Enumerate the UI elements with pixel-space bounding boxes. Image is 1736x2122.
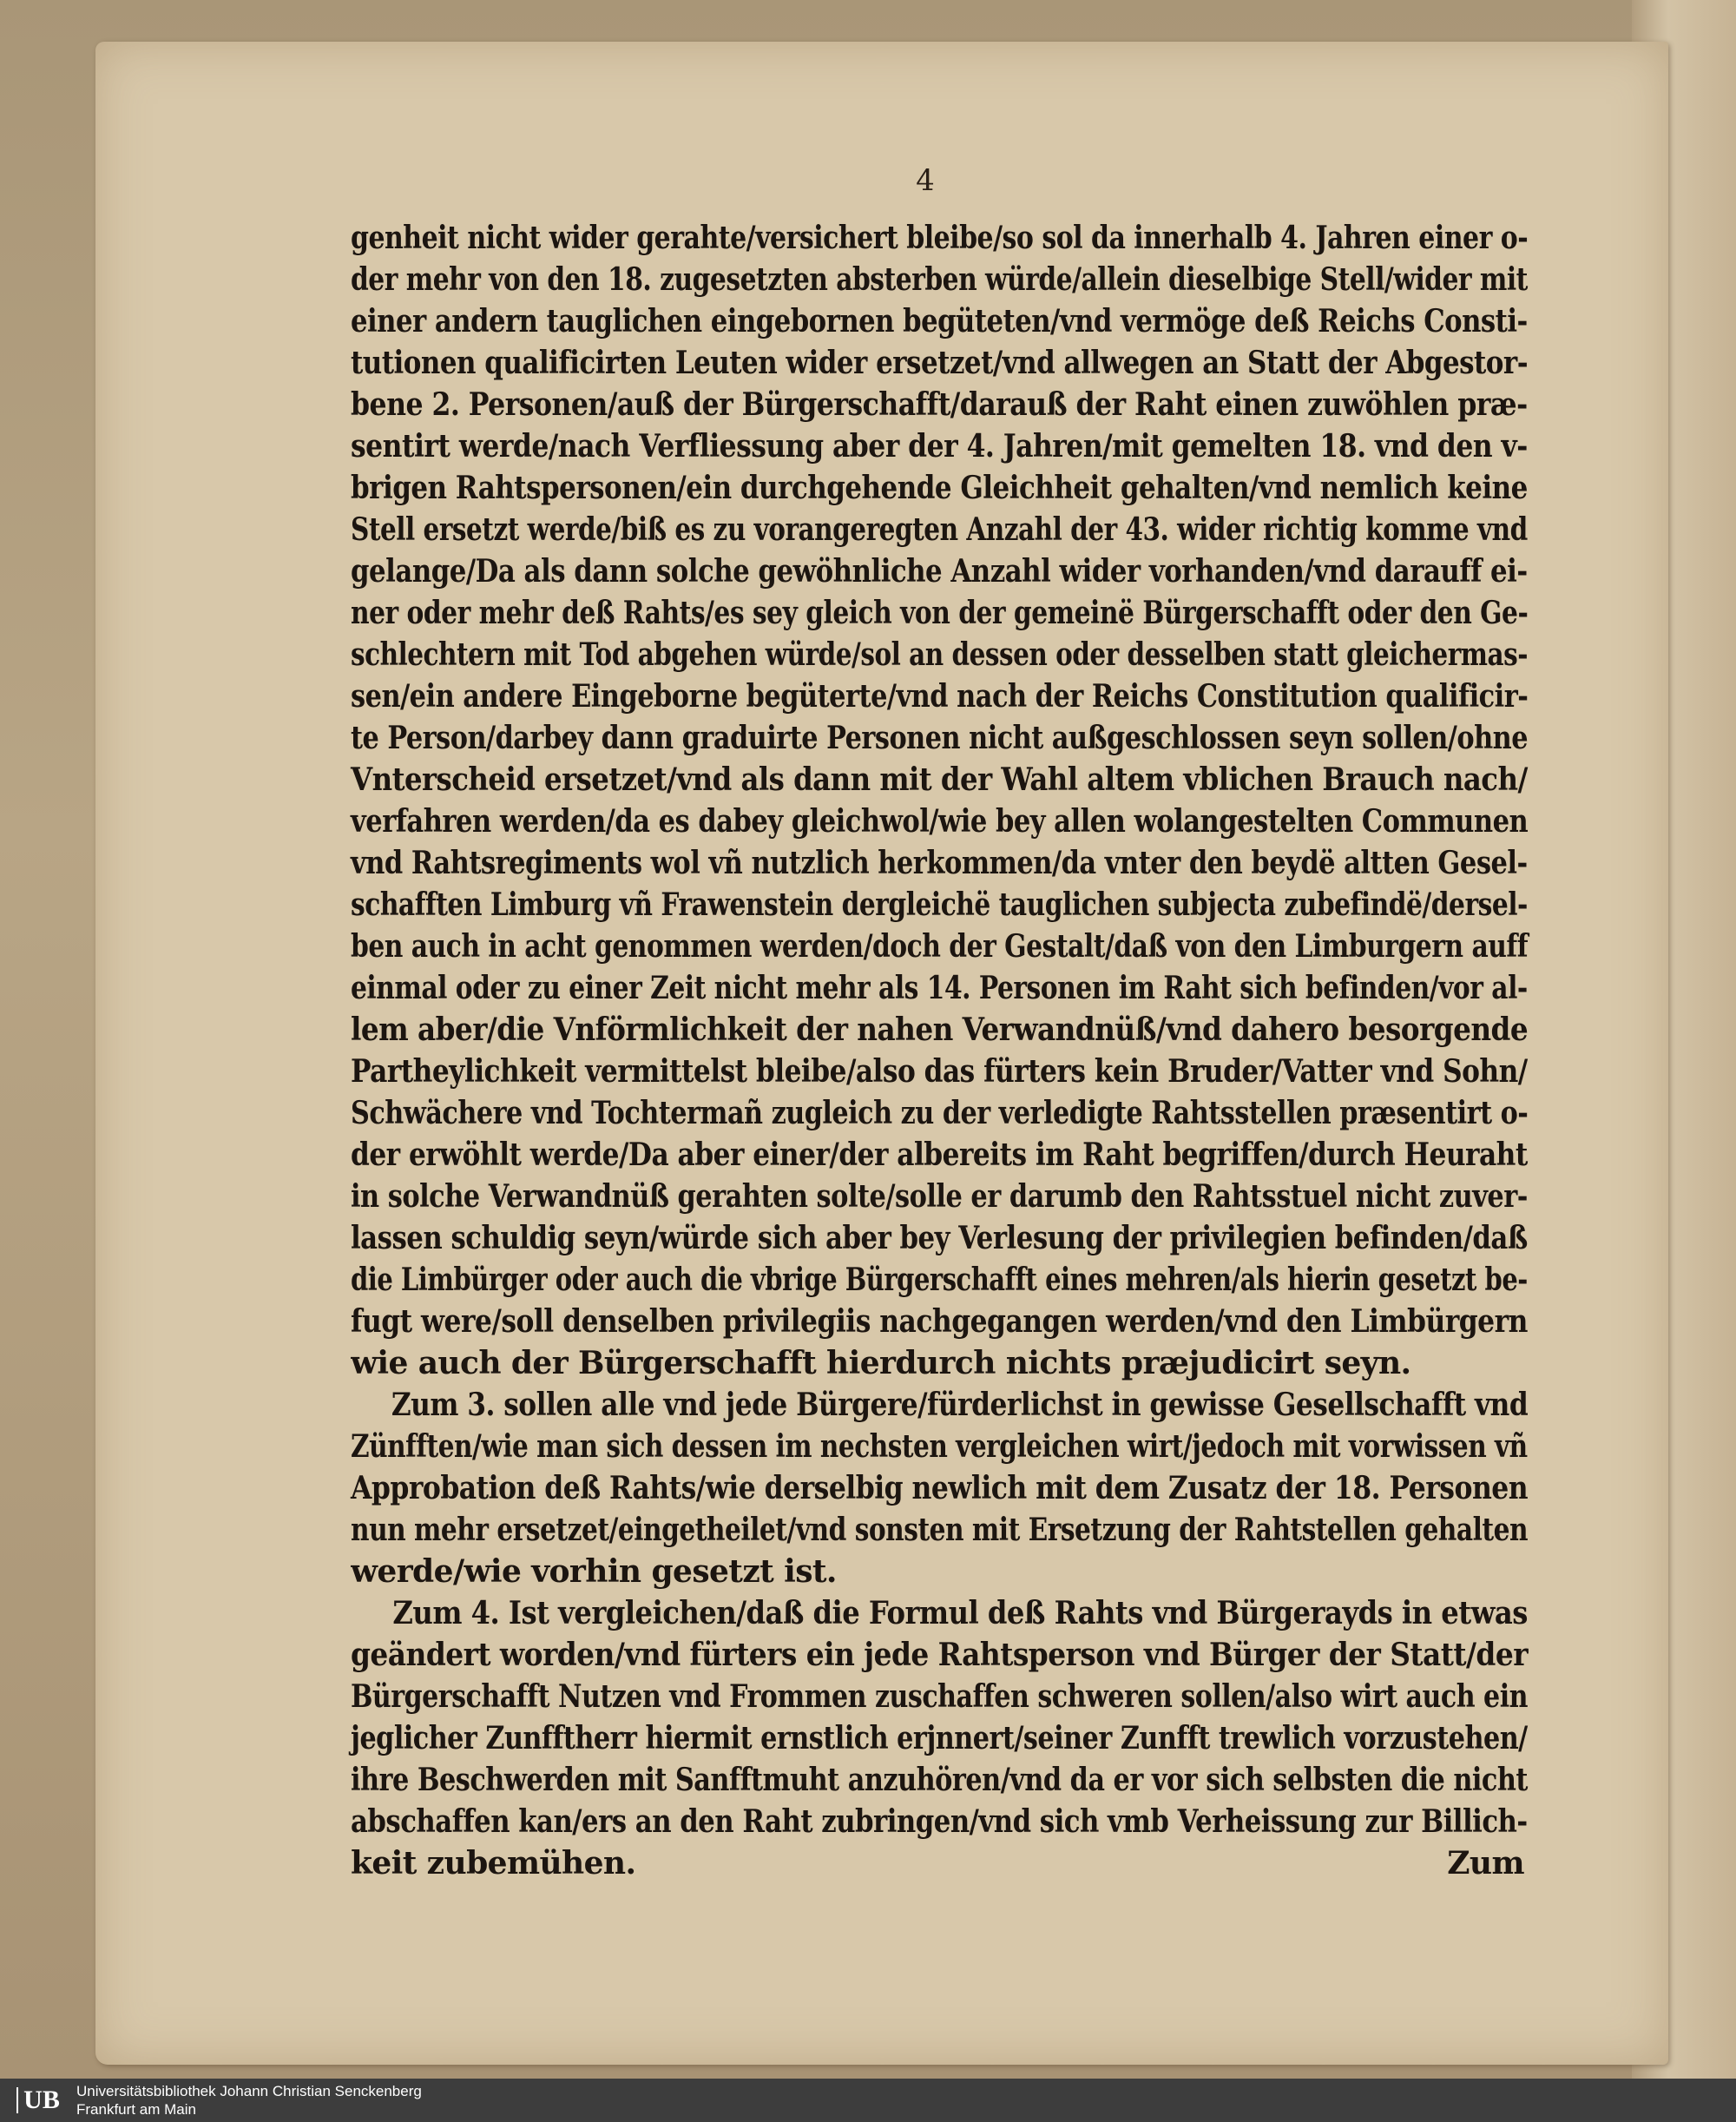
text-line: werde/wie vorhin gesetzt ist. — [351, 1553, 837, 1590]
logo-divider — [16, 2087, 18, 2113]
text-line: jeglicher Zunfftherr hiermit ernstlich erjnnert/seiner Zunfft trewlich vorzustehen/ — [351, 1720, 1528, 1756]
text-line: der mehr von den 18. zugesetzten absterben würde/allein dieselbige Stell/wider mit — [351, 261, 1528, 298]
text-line: nun mehr ersetzet/eingetheilet/vnd sonsten mit Ersetzung der Rahtstellen gehalten — [351, 1512, 1529, 1548]
text-line: bene 2. Personen/auß der Bürgerschafft/darauß der Raht einen zuwöhlen præ- — [351, 386, 1528, 423]
text-line: tutionen qualificirten Leuten wider ersetzet/vnd allwegen an Statt der Abgestor- — [351, 345, 1529, 381]
text-line: Stell ersetzt werde/biß es zu vorangeregten Anzahl der 43. wider richtig komme vnd — [351, 511, 1528, 548]
text-line: verfahren werden/da es dabey gleichwol/wie bey allen wolangestelten Communen — [351, 803, 1529, 840]
logo-text: UB — [23, 2086, 60, 2114]
text-line: geändert worden/vnd fürters ein jede Rahtsperson vnd Bürger der Statt/der — [351, 1637, 1528, 1673]
text-line: Vnterscheid ersetzet/vnd als dann mit der Wahl altem vblichen Brauch nach/ — [351, 761, 1528, 798]
page-number: 4 — [916, 163, 935, 198]
text-line: Zünfften/wie man sich dessen im nechsten vergleichen wirt/jedoch mit vorwissen vñ — [351, 1428, 1528, 1465]
library-footer — [0, 2079, 1736, 2122]
text-line: wie auch der Bürgerschafft hierdurch nichts præjudicirt seyn. — [351, 1345, 1411, 1381]
text-line: Partheylichkeit vermittelst bleibe/also das fürters kein Bruder/Vatter vnd Sohn/ — [351, 1053, 1528, 1090]
text-line: sentirt werde/nach Verfliessung aber der 4. Jahren/mit gemelten 18. vnd den v- — [351, 428, 1528, 465]
text-line: ner oder mehr deß Rahts/es sey gleich von der gemeinë Bürgerschafft oder den Ge- — [351, 595, 1529, 631]
text-line: genheit nicht wider gerahte/versichert bleibe/so sol da innerhalb 4. Jahren einer o- — [351, 220, 1529, 256]
text-line: Approbation deß Rahts/wie derselbig newlich mit dem Zusatz der 18. Personen — [351, 1470, 1529, 1506]
text-line: in solche Verwandnüß gerahten solte/solle er darumb den Rahtsstuel nicht zuver- — [351, 1178, 1528, 1215]
text-block — [351, 217, 1528, 1884]
text-line: te Person/darbey dann graduirte Personen nicht außgeschlossen seyn sollen/ohne — [351, 720, 1528, 756]
text-line-final-text: keit zubemühen. — [351, 1845, 636, 1881]
text-line: ben auch in acht genommen werden/doch der Gestalt/daß von den Limburgern auff — [351, 928, 1529, 965]
text-line: lassen schuldig seyn/würde sich aber bey Verlesung der privilegien befinden/daß — [351, 1220, 1528, 1256]
library-credit — [76, 2082, 422, 2119]
text-line: Bürgerschafft Nutzen vnd Frommen zuschaffen schweren sollen/also wirt auch ein — [351, 1678, 1528, 1715]
text-line: brigen Rahtspersonen/ein durchgehende Gleichheit gehalten/vnd nemlich keine — [351, 470, 1528, 506]
text-line: einmal oder zu einer Zeit nicht mehr als 14. Personen im Raht sich befinden/vor al- — [351, 970, 1528, 1006]
library-name: Universitätsbibliothek Johann Christian Senckenberg — [76, 2083, 422, 2099]
library-location: Frankfurt am Main — [76, 2101, 196, 2118]
text-line: Zum 4. Ist vergleichen/daß die Formul deß Rahts vnd Bürgerayds in etwas — [392, 1595, 1528, 1631]
text-line: schafften Limburg vñ Frawenstein dergleichë tauglichen subjecta zubefindë/dersel- — [351, 886, 1528, 923]
text-line: vnd Rahtsregiments wol vñ nutzlich herkommen/da vnter den beydë altten Gesel- — [351, 845, 1528, 881]
text-line: sen/ein andere Eingeborne begüterte/vnd nach der Reichs Constitution qualificir- — [351, 678, 1529, 715]
text-line: Zum 3. sollen alle vnd jede Bürgere/fürderlichst in gewisse Gesellschafft vnd — [391, 1387, 1529, 1423]
text-line: gelange/Da als dann solche gewöhnliche Anzahl wider vorhanden/vnd darauff ei- — [351, 553, 1528, 590]
catchword: Zum — [1447, 1845, 1524, 1881]
text-line: die Limbürger oder auch die vbrige Bürgerschafft eines mehren/als hierin gesetzt be- — [351, 1262, 1528, 1298]
text-line: der erwöhlt werde/Da aber einer/der albereits im Raht begriffen/durch Heuraht — [351, 1137, 1528, 1173]
library-logo — [9, 2084, 68, 2117]
text-line: einer andern tauglichen eingebornen begüteten/vnd vermöge deß Reichs Consti- — [351, 303, 1528, 339]
text-line: fugt were/soll denselben privilegiis nachgegangen werden/vnd den Limbürgern — [351, 1303, 1528, 1340]
text-line: ihre Beschwerden mit Sanfftmuht anzuhören/vnd da er vor sich selbsten die nicht — [351, 1762, 1528, 1798]
text-line: abschaffen kan/ers an den Raht zubringen/vnd sich vmb Verheissung zur Billich- — [351, 1803, 1528, 1840]
text-line-final — [351, 1842, 1528, 1884]
text-line: schlechtern mit Tod abgehen würde/sol an dessen oder desselben statt gleichermas- — [351, 636, 1528, 673]
text-line: Schwächere vnd Tochtermañ zugleich zu der verledigte Rahtsstellen præsentirt o- — [351, 1095, 1529, 1131]
text-line: lem aber/die Vnförmlichkeit der nahen Verwandnüß/vnd dahero besorgende — [351, 1012, 1529, 1048]
